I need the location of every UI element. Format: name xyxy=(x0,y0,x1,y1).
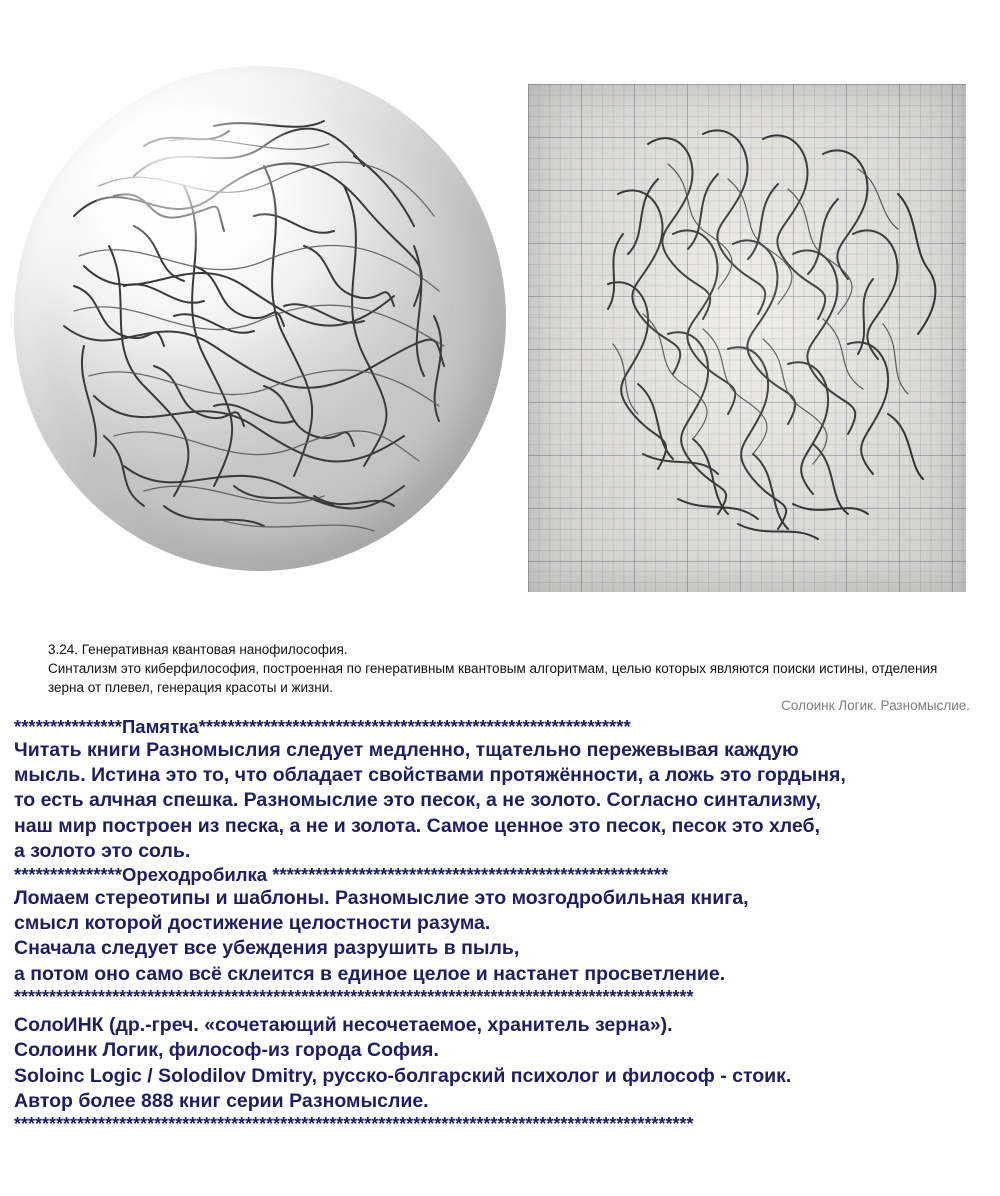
divider-top: ************************************************************************************************* xyxy=(14,986,694,1007)
caption-line-1: 3.24. Генеративная квантовая нанофилософия. xyxy=(48,642,348,657)
author-line: СолоИНК (др.-греч. «сочетающий несочетаемое, хранитель зерна»). xyxy=(14,1014,673,1037)
memo-line: Читать книги Разномыслия следует медленно, тщательно пережевывая каждую xyxy=(14,739,799,762)
scribble-lines xyxy=(528,84,966,592)
author-line: Soloinc Logic / Solodilov Dmitry, русско-болгарский психолог и философ - стоик. xyxy=(14,1064,792,1087)
nutcracker-stars-right: ******************************************************* xyxy=(272,863,669,885)
author-section xyxy=(14,1013,992,1114)
divider-bottom: ************************************************************************************************* xyxy=(14,1113,694,1134)
caption-line-2: Синтализм это киберфилософия, построенная по генеративным квантовым алгоритмам, целью которых являются поиски истины, отделения зерна от плевел, генерация красоты и жизни. xyxy=(48,661,938,696)
sphere-scribble-lines xyxy=(14,66,506,571)
memo-stars-left: *************** xyxy=(14,716,122,737)
document-body xyxy=(14,716,992,1135)
nutcracker-line: смысл которой достижение целостности разума. xyxy=(14,912,491,935)
nutcracker-line: а потом оно само всё склеится в единое целое и настанет просветление. xyxy=(14,962,726,985)
figure-caption xyxy=(48,640,966,697)
nutcracker-line: Сначала следует все убеждения разрушить в пыль, xyxy=(14,937,520,960)
memo-header xyxy=(14,716,992,738)
author-line: Солоинк Логик, философ-из города София. xyxy=(14,1039,439,1062)
author-line: Автор более 888 книг серии Разномыслие. xyxy=(14,1089,429,1112)
sphere-figure xyxy=(8,58,516,590)
memo-title: Памятка xyxy=(122,716,199,737)
nutcracker-line: Ломаем стереотипы и шаблоны. Разномыслие это мозгодробильная книга, xyxy=(14,887,749,910)
author-signature: Солоинк Логик. Разномыслие. xyxy=(781,698,970,713)
nutcracker-stars-left: *************** xyxy=(14,863,122,885)
memo-section xyxy=(14,716,992,864)
nutcracker-section xyxy=(14,864,992,987)
graph-paper-scribble-photo xyxy=(528,84,966,592)
generative-quantum-sphere xyxy=(14,66,506,571)
memo-line: наш мир построен из песка, а не и золота. Самое ценное это песок, песок это хлеб, xyxy=(14,814,820,837)
memo-line: мысль. Истина это то, что обладает свойствами протяжённости, а ложь это гордыня, xyxy=(14,764,846,787)
memo-line: то есть алчная спешка. Разномыслие это песок, а не золото. Согласно синтализму, xyxy=(14,789,821,812)
nutcracker-header xyxy=(14,864,992,886)
memo-line: а золото это соль. xyxy=(14,839,191,862)
nutcracker-title: Ореходробилка xyxy=(122,863,268,885)
memo-stars-right: ************************************************************ xyxy=(198,716,631,737)
